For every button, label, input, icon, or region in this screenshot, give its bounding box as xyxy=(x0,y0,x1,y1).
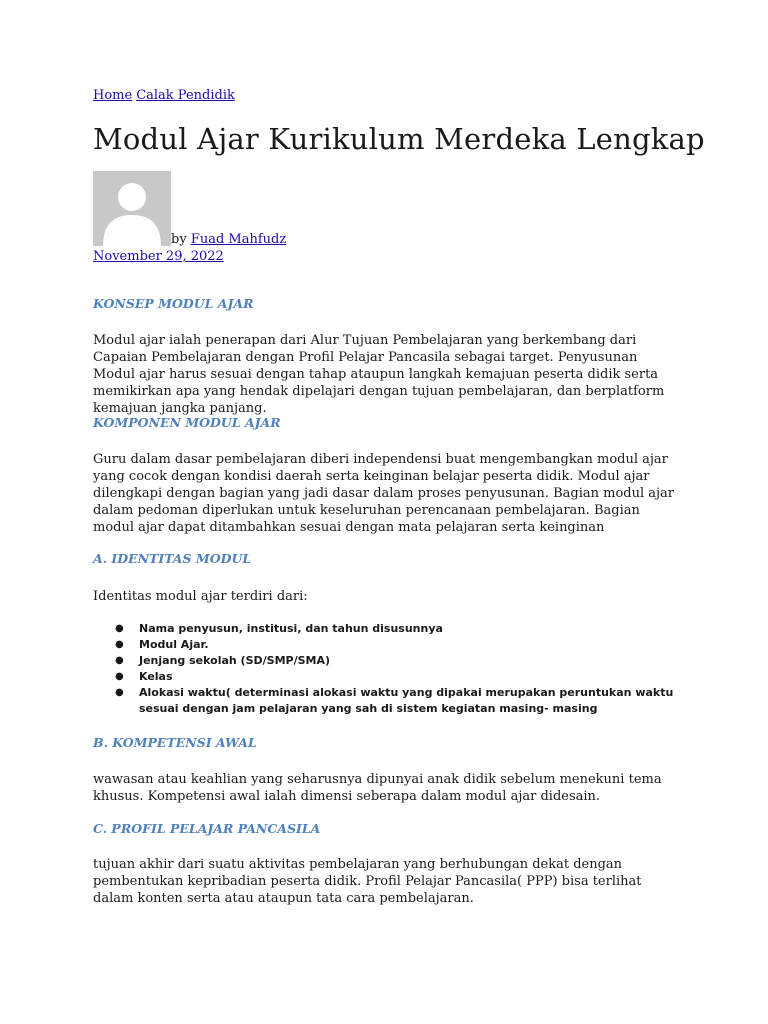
heading-kompetensi: B. KOMPETENSI AWAL xyxy=(93,735,257,750)
heading-identitas: A. IDENTITAS MODUL xyxy=(93,551,252,566)
byline xyxy=(171,232,286,247)
page-title: Modul Ajar Kurikulum Merdeka Lengkap xyxy=(93,122,705,156)
list-item: ● Modul Ajar. xyxy=(115,638,209,651)
list-item: ● Nama penyusun, institusi, dan tahun disusunnya xyxy=(115,622,443,635)
list-item: ● Alokasi waktu( determinasi alokasi waktu yang dipakai merupakan peruntukan waktu sesuai dengan jam pelajaran yang sah di sistem kegiatan masing- masing xyxy=(115,686,674,715)
heading-profil: C. PROFIL PELAJAR PANCASILA xyxy=(93,821,321,836)
identitas-list xyxy=(93,621,683,717)
avatar xyxy=(93,171,171,246)
breadcrumb-home-link[interactable]: Home xyxy=(93,88,133,103)
paragraph-konsep: Modul ajar ialah penerapan dari Alur Tujuan Pembelajaran yang berkembang dari Capaian Pembelajaran dengan Profil Pelajar Pancasila sebagai target. Penyusunan Modul ajar harus sesuai dengan tahap ataupun langkah kemajuan peserta didik serta memikirkan apa yang hendak dipelajari dengan tujuan pembelajaran, dan berplatform kemajuan jangka panjang. xyxy=(93,333,665,416)
user-silhouette-icon xyxy=(93,171,171,246)
breadcrumb-category-link[interactable]: Calak Pendidik xyxy=(136,88,235,103)
post-date xyxy=(93,249,224,264)
bullet-icon: ● xyxy=(115,671,124,682)
author-link[interactable]: Fuad Mahfudz xyxy=(190,232,287,247)
date-link[interactable]: November 29, 2022 xyxy=(93,249,224,264)
breadcrumb xyxy=(93,88,239,103)
bullet-icon: ● xyxy=(115,639,124,650)
bullet-icon: ● xyxy=(115,687,124,698)
paragraph-profil: tujuan akhir dari suatu aktivitas pembelajaran yang berhubungan dekat dengan pembentukan kepribadian peserta didik. Profil Pelajar Pancasila( PPP) bisa terlihat dalam konten serta atau ataupun tata cara pembelajaran. xyxy=(93,857,642,906)
paragraph-kompetensi: wawasan atau keahlian yang seharusnya dipunyai anak didik sebelum menekuni tema khusus. Kompetensi awal ialah dimensi seberapa dalam modul ajar didesain. xyxy=(93,772,662,804)
paragraph-komponen: Guru dalam dasar pembelajaran diberi independensi buat mengembangkan modul ajar yang cocok dengan kondisi daerah serta keinginan belajar peserta didik. Modul ajar dilengkapi dengan bagian yang jadi dasar dalam proses penyusunan. Bagian modul ajar dalam pedoman diperlukan untuk keseluruhan perencanaan pembelajaran. Bagian modul ajar dapat ditambahkan sesuai dengan mata pelajaran serta keinginan xyxy=(93,452,674,535)
bullet-icon: ● xyxy=(115,623,124,634)
byline-prefix: by xyxy=(171,232,187,247)
heading-konsep: KONSEP MODUL AJAR xyxy=(93,296,254,311)
bullet-icon: ● xyxy=(115,655,124,666)
heading-komponen: KOMPONEN MODUL AJAR xyxy=(93,415,281,430)
list-item: ● Kelas xyxy=(115,670,173,683)
paragraph-identitas-intro: Identitas modul ajar terdiri dari: xyxy=(93,589,308,604)
list-item: ● Jenjang sekolah (SD/SMP/SMA) xyxy=(115,654,331,667)
